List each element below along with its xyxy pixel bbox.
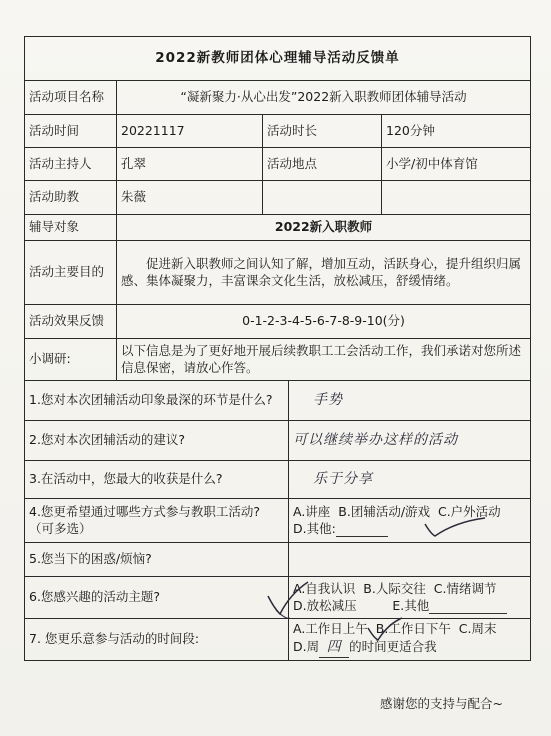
answer-1[interactable] [289,381,531,421]
row-project [25,81,531,115]
value-host: 孔翠 [117,148,263,181]
question-row [25,499,531,543]
option-7b[interactable]: B.工作日下午 [375,621,451,637]
option-4b[interactable]: B.团辅活动/游戏 [338,503,431,519]
option-7d[interactable]: D.周 [293,638,320,654]
value-target: 2022新入职教师 [117,215,531,241]
option-6e[interactable]: E.其他 [392,597,430,613]
question-row [25,577,531,619]
option-4d[interactable]: D.其他: [293,520,336,536]
handwritten-weekday[interactable]: 四 [319,638,349,658]
feedback-form-table [24,36,531,661]
value-effect-scale: 0-1-2-3-4-5-6-7-8-9-10(分) [117,305,531,339]
option-7a[interactable]: A.工作日上午 [293,621,368,637]
handwritten-answer-3: 乐于分享 [313,471,373,488]
option-line [293,581,526,598]
question-1: 1.您对本次团辅活动印象最深的环节是什么? [25,381,289,421]
row-purpose [25,241,531,305]
label-location: 活动地点 [263,148,382,181]
option-line [293,598,526,615]
answer-2[interactable] [289,421,531,461]
row-target [25,215,531,241]
value-survey-note: 以下信息是为了更好地开展后续教职工工会活动工作，我们承诺对您所述信息保密，请放心作答。 [117,339,531,381]
answer-7-options [289,619,531,661]
blank-line[interactable] [429,601,507,614]
value-assistant: 朱薇 [117,181,263,215]
value-location: 小学/初中体育馆 [382,148,531,181]
option-line [293,638,526,658]
question-2: 2.您对本次团辅活动的建议? [25,421,289,461]
label-purpose: 活动主要目的 [25,241,117,305]
row-effect [25,305,531,339]
option-6c[interactable]: C.情绪调节 [433,580,497,596]
option-line [293,621,526,638]
row-assistant [25,181,531,215]
question-6: 6.您感兴趣的活动主题? [25,577,289,619]
answer-3[interactable] [289,461,531,499]
question-row [25,619,531,661]
option-4a[interactable]: A.讲座 [293,503,331,519]
label-assistant: 活动助教 [25,181,117,215]
option-4c[interactable]: C.户外活动 [437,503,501,519]
label-effect: 活动效果反馈 [25,305,117,339]
question-row [25,421,531,461]
row-host [25,148,531,181]
value-duration: 120分钟 [382,115,531,148]
option-6b[interactable]: B.人际交往 [363,580,426,596]
empty-cell [382,181,531,215]
label-target: 辅导对象 [25,215,117,241]
form-title: 2022新教师团体心理辅导活动反馈单 [25,37,531,81]
option-line [293,521,526,538]
handwritten-answer-1: 手势 [313,392,343,409]
form-title-row [25,37,531,81]
label-duration: 活动时长 [263,115,382,148]
question-7: 7. 您更乐意参与活动的时间段: [25,619,289,661]
option-6a[interactable]: A.自我认识 [293,580,356,596]
question-row [25,543,531,577]
question-row [25,381,531,421]
option-7d-suffix: 的时间更适合我 [349,638,437,654]
option-6d[interactable]: D.放松减压 [293,597,357,613]
handwritten-answer-2: 可以继续举办这样的活动 [293,432,458,449]
answer-4-options [289,499,531,543]
question-5: 5.您当下的困惑/烦恼? [25,543,289,577]
question-3: 3.在活动中，您最大的收获是什么? [25,461,289,499]
thanks-footer: 感谢您的支持与配合~ [380,696,503,711]
answer-5[interactable] [289,543,531,577]
label-time: 活动时间 [25,115,117,148]
label-host: 活动主持人 [25,148,117,181]
value-purpose: 促进新入职教师之间认知了解，增加互动，活跃身心，提升组织归属感、集体凝聚力，丰富课余文化生活，放松减压，舒缓情绪。 [117,241,531,305]
blank-line[interactable] [336,524,388,537]
question-4: 4.您更希望通过哪些方式参与教职工活动?（可多选） [25,499,289,543]
value-project: “凝新聚力·从心出发”2022新入职教师团体辅导活动 [117,81,531,115]
question-row [25,461,531,499]
row-time [25,115,531,148]
row-survey [25,339,531,381]
label-survey: 小调研: [25,339,117,381]
label-project: 活动项目名称 [25,81,117,115]
option-line [293,504,526,521]
value-time: 20221117 [117,115,263,148]
empty-cell [263,181,382,215]
answer-6-options [289,577,531,619]
option-7c[interactable]: C.周末 [458,621,497,637]
